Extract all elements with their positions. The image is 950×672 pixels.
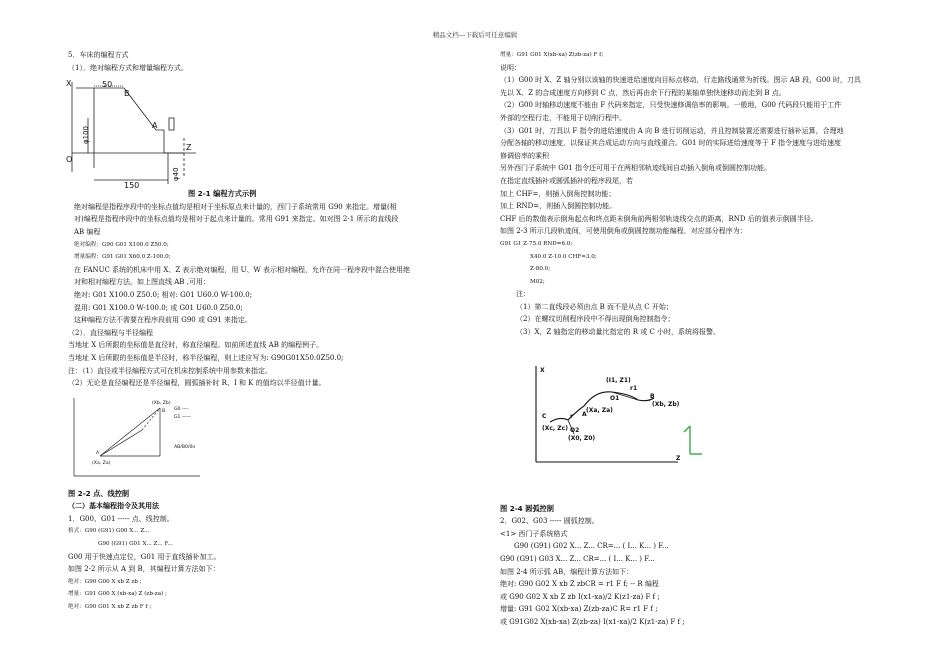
code-line: 增量编程：G91 G01 X60.0 Z-100.0; bbox=[74, 254, 171, 261]
paragraph-line: 对和相对编程方法。如上图直线 AB ,可用： bbox=[74, 278, 210, 287]
paragraph-line: 对)编程是指程序段中的坐标点值均是相对于起点来计量的。常用 G91 来指定。如对图 2-1 所示的直线段 bbox=[74, 215, 399, 224]
x-axis-label: X bbox=[540, 367, 545, 374]
paragraph-line: 外部的空程行走，不能用于切削行程中。 bbox=[500, 113, 626, 122]
figure-caption-2-1: 图 2-1 编程方式示例 bbox=[188, 189, 257, 199]
section-title: 5．车床的编程方式 bbox=[68, 51, 129, 59]
note-heading: 注： bbox=[516, 290, 530, 299]
g00-path-2 bbox=[142, 408, 160, 430]
point-a-label: A bbox=[582, 411, 587, 418]
paragraph-line: 修调倍率的乘积 bbox=[500, 151, 549, 160]
dimension-150: 150 bbox=[124, 181, 140, 190]
dimension-50: 50 bbox=[102, 80, 113, 89]
format-line: G90 (G91) G01 X... Z... F... bbox=[98, 541, 173, 548]
paragraph-line: 另外西门子系统中 G01 指令还可用于在两相邻轨迹线间自动插入倒角或倒圆控制功能。 bbox=[500, 164, 771, 173]
point-b-label: B bbox=[124, 89, 130, 98]
point-a-coord: (Xa, Za) bbox=[586, 407, 613, 414]
point-b-label: B bbox=[162, 409, 166, 414]
code-line: 混用: G01 X100.0 W-100.0; 或 G01 U60.0 Z50.0; bbox=[74, 303, 243, 312]
code-line: 或 G90 G02 X xb Z zb I(x1-xa)/2 K(z1-za) F f ; bbox=[500, 592, 660, 601]
paragraph-line: 加上 RND=，则插入倒圆控制功能。 bbox=[500, 202, 617, 211]
green-arrow-mark bbox=[684, 426, 702, 454]
paragraph-line: 如图 2-2 所示从 A 到 B，其编程计算方法如下： bbox=[68, 565, 220, 574]
code-line: 绝对: G90 G02 X xb Z zbCR = r1 F f; -- R 编程 bbox=[500, 580, 659, 589]
code-line: X40.0 Z-10.0 CHF=3.0; bbox=[530, 253, 597, 260]
figure-2-2 bbox=[72, 394, 202, 484]
paragraph-line: （2）G00 时轴移动速度不能由 F 代码来指定，只受快速修调倍率的影响。一般地，G00 代码段只能用于工件 bbox=[500, 101, 842, 110]
code-line: 绝对: G01 X100.0 Z50.0; 相对: G01 U60.0 W-100.0; bbox=[74, 290, 253, 299]
part-outline bbox=[94, 88, 184, 153]
code-line: 绝对：G90 G01 X xb Z zb F f ; bbox=[68, 604, 152, 611]
paragraph-line: 分配各轴的移动速度，以保证其合成运动方向与直线重合。G01 时的实际进给速度等于 F 指令速度与进给速度 bbox=[500, 139, 842, 148]
figure-2-1 bbox=[66, 78, 216, 190]
figure-caption-2-4: 图 2-4 圆弧控制 bbox=[500, 503, 554, 513]
paragraph-line: 当地址 X 后所跟的坐标值是半径时，称半径编程，则上述应写为: G90G01X50.0Z50.0; bbox=[68, 353, 344, 362]
paragraph-line: G00 用于快速点定位，G01 用于直线插补加工。 bbox=[68, 552, 221, 561]
point-a-label: A bbox=[152, 121, 158, 130]
paragraph-line: 2．G02、G03 ----- 圆弧控制。 bbox=[500, 517, 599, 526]
center-o1-label: O1 bbox=[610, 395, 620, 402]
section-heading: （二）基本编程指令及其用法 bbox=[68, 502, 159, 511]
g00-path-1 bbox=[100, 430, 142, 456]
note-line: （2）无论是直径编程还是半径编程，圆弧插补时 R、I 和 K 的值均以半径值计量。 bbox=[68, 379, 326, 388]
diameter-40-label: φ40 bbox=[172, 167, 180, 181]
code-line: 或 G91G02 X(xb-xa) Z(zb-za) I(x1-xa)/2 K(z1-za) F f ; bbox=[500, 618, 685, 626]
point-o-coord: (X0, Z0) bbox=[568, 435, 596, 442]
page-header: 精品文档---下载后可任意编辑 bbox=[432, 31, 518, 39]
radius-r1-label: r1 bbox=[630, 385, 638, 392]
paragraph-line: 加上 CHF=，则插入倒角控制功能； bbox=[500, 189, 616, 198]
paragraph-line: 如图 2-4 所示弧 AB，编程计算方法如下： bbox=[500, 567, 634, 576]
subsection-title: （2）．直径编程与半径编程 bbox=[68, 328, 153, 337]
diameter-100-label: φ100 bbox=[82, 126, 90, 144]
paragraph-line: 先以 X、Z 的合成速度方向移到 C 点，然后再由余下行程的某轴单独快速移动而走到 B 点。 bbox=[500, 88, 786, 97]
right-column bbox=[500, 49, 920, 629]
paragraph-line: 这种编程方法不需要在程序段前用 G90 或 G91 来指定。 bbox=[74, 316, 252, 325]
paragraph-line: 1．G00、G01 ----- 点、线控制。 bbox=[68, 514, 174, 523]
legend-g1: G1 —— bbox=[174, 415, 192, 420]
radius-r-label: r bbox=[570, 413, 573, 420]
point-line-control-diagram bbox=[72, 394, 202, 484]
tool-shape bbox=[169, 118, 174, 130]
code-line: 增量: G91 G02 X(xb-xa) Z(zb-za)C R= r1 F f ; bbox=[500, 605, 658, 614]
code-line: G91 G1 Z-75.0 RND=6.0; bbox=[500, 240, 573, 247]
paragraph-line: 在 FANUC 系统的机床中用 X、Z 表示绝对编程，用 U、W 表示相对编程，允许在同一程序段中混合使用绝 bbox=[74, 265, 410, 274]
legend-ab: AB/B0/0n bbox=[174, 445, 196, 450]
paragraph-line: 绝对编程是指程序段中的坐标点值均是相对于坐标原点来计量的，西门子系统常用 G90 来指定。增量(相 bbox=[74, 202, 397, 211]
arc-control-diagram bbox=[512, 360, 722, 490]
x-axis-label: X bbox=[66, 79, 72, 88]
subsection-title: （1）．绝对编程方式和增量编程方式。 bbox=[68, 63, 188, 72]
format-line: 格式：G90 (G91) G00 X... Z... bbox=[68, 528, 150, 535]
code-line: M02; bbox=[530, 278, 545, 285]
point-a-coord: (Xa, Za) bbox=[92, 461, 111, 466]
paragraph-line: CHF 后的数值表示倒角起点和终点距未倒角前两相邻轨迹线交点的距离，RND 后的值表示倒圆半径。 bbox=[500, 214, 818, 223]
point-c-coord: (Xc, Zc) bbox=[542, 425, 568, 432]
center-o2-label: O2 bbox=[570, 427, 580, 434]
code-line: 增量：G91 G01 X(xb-xa) Z(zb-za) F f; bbox=[500, 52, 604, 58]
paragraph-line: <1> 西门子系统格式 bbox=[500, 529, 568, 538]
format-line: G90 (G91) G03 X... Z... CR=... ( I... K... ) F... bbox=[500, 555, 655, 564]
code-line: 增量：G91 G00 X (xb-xa) Z (zb-za) ; bbox=[68, 591, 167, 598]
paragraph-line: 在指定直线插补或圆弧插补的程序段尾，若 bbox=[500, 176, 633, 185]
g01-path bbox=[100, 408, 160, 456]
point-1-coord: (I1, Z1) bbox=[606, 377, 631, 384]
origin-label: O bbox=[66, 155, 73, 164]
lathe-part-drawing bbox=[66, 78, 216, 190]
legend-g0: G0 ---- bbox=[174, 407, 189, 412]
note-line: （1）第二直线段必须由点 B 而不是从点 C 开始； bbox=[516, 302, 673, 311]
z-axis-label: Z bbox=[676, 455, 681, 462]
code-line: Z-80.0; bbox=[530, 266, 551, 273]
code-line: 绝对编程：G90 G01 X100.0 Z50.0; bbox=[74, 241, 169, 248]
figure-2-4 bbox=[512, 360, 722, 490]
paragraph-line: AB 编程 bbox=[74, 227, 101, 236]
note-line: （3）X，Z 轴指定的移动量比指定的 R 或 C 小时，系统将报警。 bbox=[516, 328, 721, 337]
heading-line: 说明： bbox=[500, 63, 521, 72]
point-b-label: B bbox=[650, 393, 655, 400]
point-c-label: C bbox=[542, 413, 547, 420]
figure-caption-2-2: 图 2-2 点、线控制 bbox=[68, 488, 130, 498]
note-line: （2）在螺纹切削程序段中不得出现倒角控制指令； bbox=[516, 315, 675, 324]
code-line: 绝对：G90 G00 X xb Z zb ; bbox=[68, 578, 142, 585]
paragraph-line: 当地址 X 后所跟的坐标值是直径时，称直径编程。如前所述直线 AB 的编程例子。 bbox=[68, 341, 324, 350]
point-b-coord: (Xb, Zb) bbox=[152, 401, 171, 406]
format-line: G90 (G91) G02 X... Z... CR=... ( I... K... ) F... bbox=[514, 542, 669, 551]
point-a-label: A bbox=[96, 451, 100, 456]
note-line: 注：（1）直径或半径编程方式可在机床控制系统中用参数来指定。 bbox=[68, 366, 272, 375]
z-axis-label: Z bbox=[186, 143, 192, 152]
paragraph-line: 如图 2-3 所示几段轨迹间，可使用倒角或倒圆控制功能编程，对应部分程序为： bbox=[500, 227, 747, 236]
paragraph-line: （1）G00 时 X、Z 轴分别以该轴的快速进给速度向目标点移动，行走路线通常为折线。图示 AB 段，G00 时，刀具 bbox=[500, 76, 861, 85]
point-b-coord: (Xb, Zb) bbox=[652, 401, 680, 408]
paragraph-line: （3）G01 时，刀具以 F 指令的进给速度由 A 向 B 进行切削运动，并且控制装置还需要进行插补运算，合理地 bbox=[500, 126, 844, 135]
